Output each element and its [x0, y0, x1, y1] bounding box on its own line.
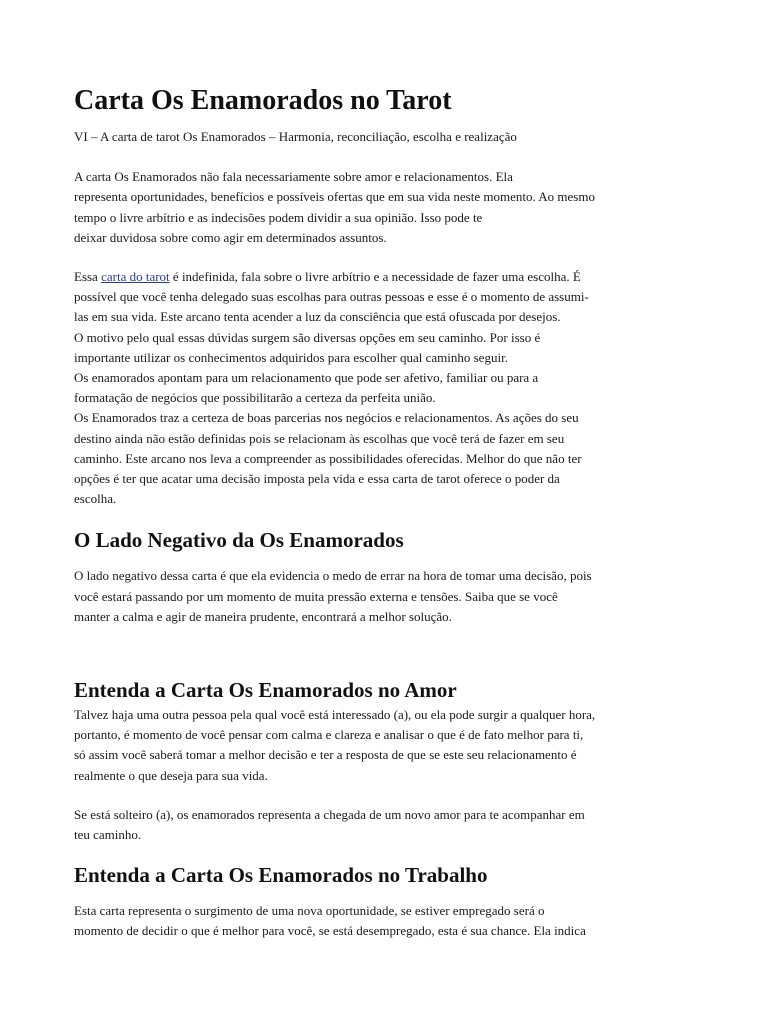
text-line: escolha.: [74, 491, 117, 507]
text-line: realmente o que deseja para sua vida.: [74, 767, 268, 783]
negative-paragraph: [74, 566, 700, 627]
text-line: manter a calma e agir de maneira prudente, encontrará a melhor solução.: [74, 608, 452, 624]
text-line: formatação de negócios que possibilitarão a certeza da perfeita união.: [74, 390, 436, 406]
text-line: las em sua vida. Este arcano tenta acender a luz da consciência que está ofuscada por desejos.: [74, 309, 561, 325]
text-line: Os enamorados apontam para um relacionamento que pode ser afetivo, familiar ou para a: [74, 370, 539, 386]
subtitle: [74, 127, 700, 147]
text-line: destino ainda não estão definidas pois se relacionam às escolhas que você terá de fazer em seu: [74, 430, 565, 446]
page-title: Carta Os Enamorados no Tarot: [74, 85, 452, 116]
subtitle-line: VI – A carta de tarot Os Enamorados – Harmonia, reconciliação, escolha e realização: [74, 129, 517, 144]
text-line: representa oportunidades, benefícios e possíveis ofertas que em sua vida neste momento. Ao mesmo: [74, 189, 595, 205]
text-line: teu caminho.: [74, 827, 142, 843]
document-page: [74, 84, 700, 942]
text-line: [74, 267, 700, 287]
text-line: caminho. Este arcano nos leva a compreender as possibilidades oferecidas. Melhor do que não ter: [74, 450, 582, 466]
text-line: você estará passando por um momento de muita pressão externa e tensões. Saiba que se você: [74, 588, 558, 604]
section-heading-love: Entenda a Carta Os Enamorados no Amor: [74, 678, 457, 703]
love-paragraph-2: [74, 805, 700, 845]
text-line: só assim você saberá tomar a melhor decisão e ter a resposta de que se este seu relacionamento é: [74, 747, 577, 763]
text-fragment: Essa: [74, 269, 102, 285]
section-heading-work: Entenda a Carta Os Enamorados no Trabalho: [74, 863, 488, 888]
text-line: Os Enamorados traz a certeza de boas parcerias nos negócios e relacionamentos. As ações do seu: [74, 410, 579, 426]
text-line: Se está solteiro (a), os enamorados representa a chegada de um novo amor para te acompanhar em: [74, 806, 585, 822]
love-paragraph-1: [74, 705, 700, 786]
text-line: O motivo pelo qual essas dúvidas surgem são diversas opções em seu caminho. Por isso é: [74, 329, 541, 345]
section-heading-negative: O Lado Negativo da Os Enamorados: [74, 528, 404, 553]
intro-paragraph: [74, 167, 700, 248]
text-fragment: é indefinida, fala sobre o livre arbítrio e a necessidade de fazer uma escolha. É: [169, 269, 581, 285]
body-paragraph: [74, 267, 700, 509]
text-line: Esta carta representa o surgimento de uma nova oportunidade, se estiver empregado será o: [74, 903, 545, 919]
text-line: opções é ter que acatar uma decisão imposta pela vida e essa carta de tarot oferece o poder da: [74, 471, 560, 487]
text-line: A carta Os Enamorados não fala necessariamente sobre amor e relacionamentos. Ela: [74, 169, 513, 185]
text-line: deixar duvidosa sobre como agir em determinados assuntos.: [74, 229, 387, 245]
text-line: O lado negativo dessa carta é que ela evidencia o medo de errar na hora de tomar uma decisão, pois: [74, 568, 592, 584]
text-line: tempo o livre arbítrio e as indecisões podem dividir a sua opinião. Isso pode te: [74, 209, 483, 225]
text-line: Talvez haja uma outra pessoa pela qual você está interessado (a), ou ela pode surgir a qualquer hora,: [74, 707, 596, 723]
text-line: importante utilizar os conhecimentos adquiridos para escolher qual caminho seguir.: [74, 349, 508, 365]
text-line: possível que você tenha delegado suas escolhas para outras pessoas e esse é o momento de assumi-: [74, 289, 589, 305]
text-line: portanto, é momento de você pensar com calma e clareza e analisar o que é de fato melhor para ti,: [74, 727, 584, 743]
tarot-card-link[interactable]: carta do tarot: [101, 269, 170, 285]
text-line: momento de decidir o que é melhor para você, se está desempregado, esta é sua chance. Ela indica: [74, 923, 586, 939]
work-paragraph: [74, 901, 700, 941]
